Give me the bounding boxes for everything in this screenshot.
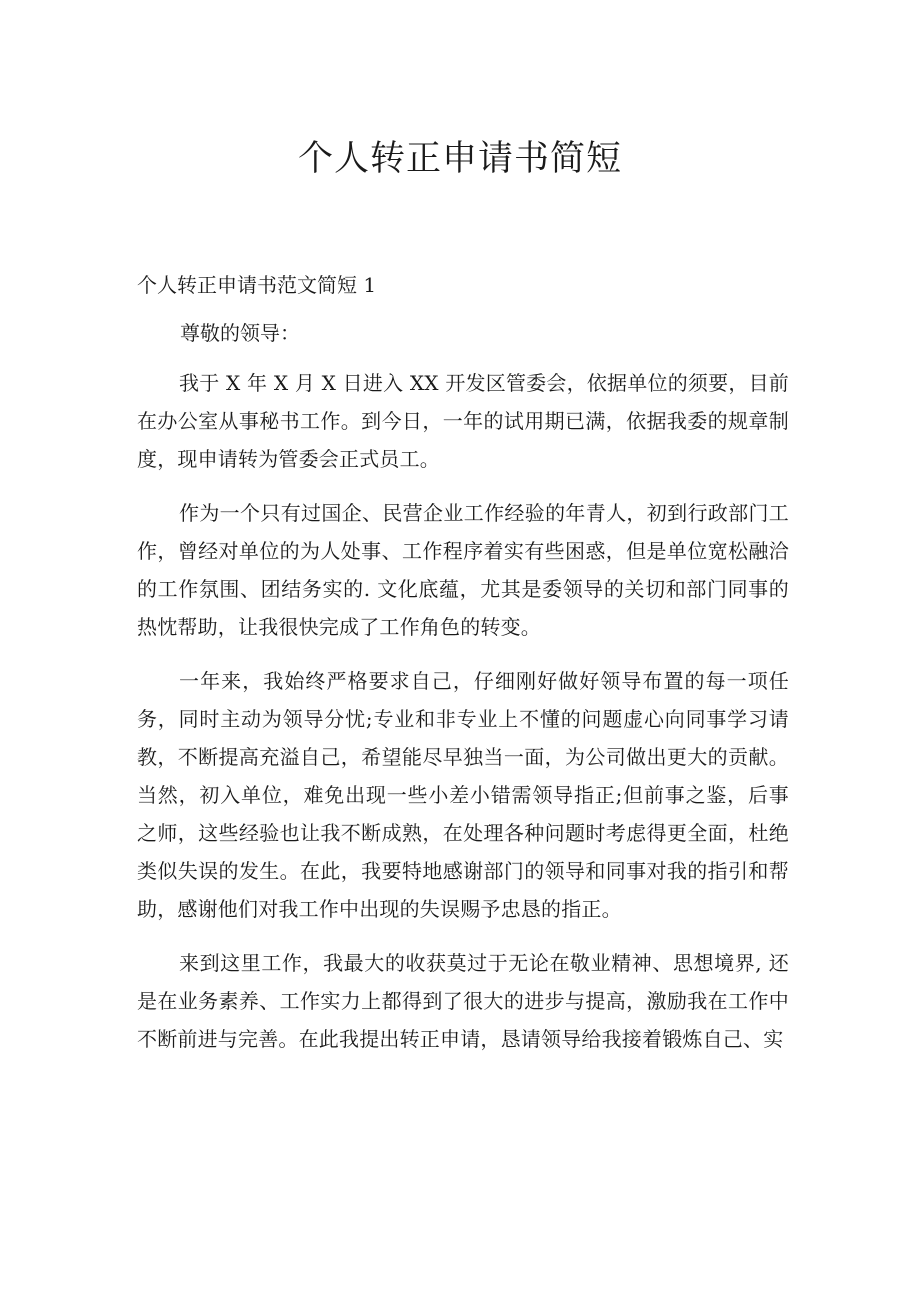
paragraph-3: 一年来，我始终严格要求自己，仔细刚好做好领导布置的每一项任务，同时主动为领导分忧;专业和非专业上不懂的问题虚心向同事学习请教，不断提高充溢自己，希望能尽早独当一面，为公司做出更大的贡献。当然，初入单位，难免出现一些小差小错需领导指正;但前事之鉴，后事之师，这些经验也让我不断成熟，在处理各种问题时考虑得更全面，杜绝类似失误的发生。在此，我要特地感谢部门的领导和同事对我的指引和帮助，感谢他们对我工作中出现的失误赐予忠恳的指正。 [137,669,789,921]
section-subtitle: 个人转正申请书范文简短 1 [137,273,377,297]
paragraph-1: 我于 X 年 X 月 X 日进入 XX 开发区管委会，依据单位的须要，目前在办公室从事秘书工作。到今日，一年的试用期已满，依据我委的规章制度，现申请转为管委会正式员工。 [137,371,789,471]
document-title: 个人转正申请书简短 [297,139,622,179]
paragraph-2: 作为一个只有过国企、民营企业工作经验的年青人，初到行政部门工作，曾经对单位的为人处事、工作程序着实有些困惑，但是单位宽松融洽的工作氛围、团结务实的. 文化底蕴，尤其是委领导的关切和部门同事的热忱帮助，让我很快完成了工作角色的转变。 [137,501,789,639]
paragraph-4: 来到这里工作，我最大的收获莫过于无论在敬业精神、思想境界, 还是在业务素养、工作实力上都得到了很大的进步与提高，激励我在工作中不断前进与完善。在此我提出转正申请，恳请领导给我接着锻炼自己、实 [137,951,789,1051]
body-text [137,364,789,1074]
salutation: 尊敬的领导： [180,321,300,345]
